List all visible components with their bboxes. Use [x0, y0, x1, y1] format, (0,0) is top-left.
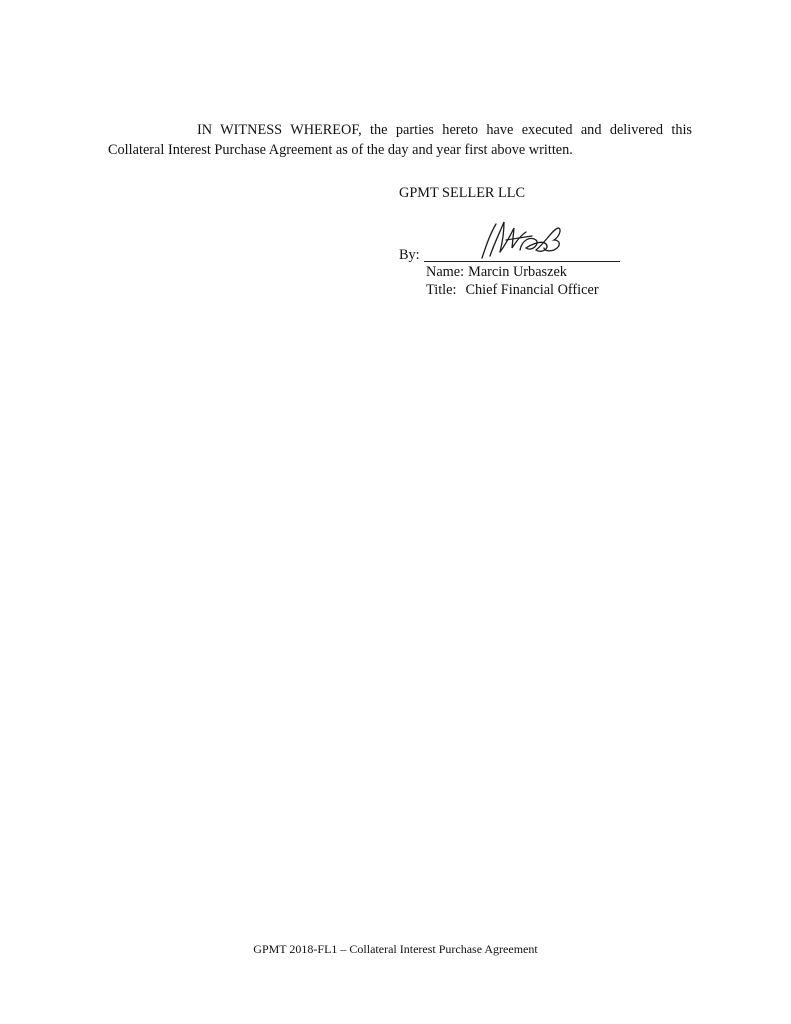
signatory-title: Chief Financial Officer — [465, 282, 599, 298]
witness-paragraph: IN WITNESS WHEREOF, the parties hereto have executed and delivered this Collateral Interest Purchase Agreement as of the day and year first above written. — [108, 122, 692, 158]
title-label: Title: — [426, 282, 457, 298]
signatory-name-line — [426, 264, 567, 281]
signatory-title-line — [426, 282, 599, 299]
by-label: By: — [399, 247, 420, 263]
signatory-entity: GPMT SELLER LLC — [399, 185, 526, 201]
signature-line — [424, 261, 620, 262]
handwritten-signature — [470, 214, 570, 264]
name-label: Name: — [426, 264, 465, 280]
signatory-name: Marcin Urbaszek — [468, 264, 567, 280]
page-footer: GPMT 2018-FL1 – Collateral Interest Purchase Agreement — [253, 942, 538, 956]
